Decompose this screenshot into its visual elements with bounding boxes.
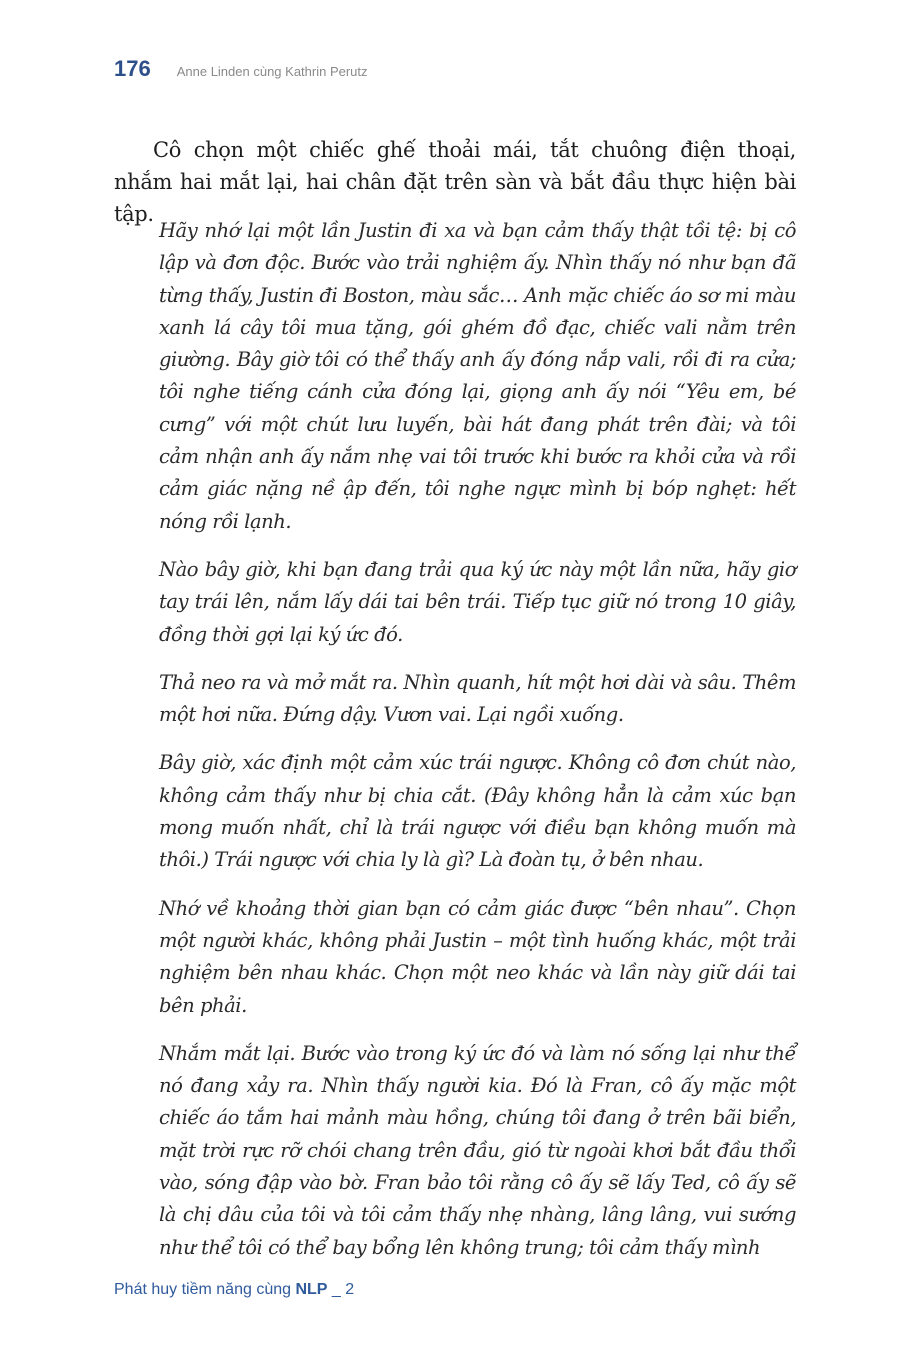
exercise-quote-block <box>159 215 796 1280</box>
quote-paragraph-2: Nào bây giờ, khi bạn đang trải qua ký ức này một lần nữa, hãy giơ tay trái lên, nắm lấy dái tai bên trái. Tiếp tục giữ nó trong 10 giây, đồng thời gợi lại ký ức đó. <box>159 557 796 646</box>
running-head: Anne Linden cùng Kathrin Perutz <box>176 64 368 79</box>
quote-paragraph-6: Nhắm mắt lại. Bước vào trong ký ức đó và làm nó sống lại như thể nó đang xảy ra. Nhìn thấy người kia. Đó là Fran, cô ấy mặc một chiếc áo tắm hai mảnh màu hồng, chúng tôi đang ở trên bãi biển, mặt trời rực rỡ chói chang trên đầu, gió từ ngoài khơi bắt đầu thổi vào, sóng đập vào bờ. Fran bảo tôi rằng cô ấy sẽ lấy Ted, cô ấy sẽ là chị dâu của tôi và tôi cảm thấy nhẹ nhàng, lâng lâng, vui sướng như thể tôi có thể bay bổng lên không trung; tôi cảm thấy mình <box>159 1041 796 1259</box>
page-header <box>114 56 368 86</box>
page-footer <box>114 1281 354 1299</box>
footer-volume: _ 2 <box>331 1281 355 1298</box>
intro-paragraph: Cô chọn một chiếc ghế thoải mái, tắt chuông điện thoại, nhắm hai mắt lại, hai chân đặt trên sàn và bắt đầu thực hiện bài tập. <box>114 138 796 226</box>
quote-paragraph-1: Hãy nhớ lại một lần Justin đi xa và bạn cảm thấy thật tồi tệ: bị cô lập và đơn độc. Bước vào trải nghiệm ấy. Nhìn thấy nó như bạn đã từng thấy, Justin đi Boston, màu sắc… Anh mặc chiếc áo sơ mi màu xanh lá cây tôi mua tặng, gói ghém đồ đạc, chiếc vali nằm trên giường. Bây giờ tôi có thể thấy anh ấy đóng nắp vali, rồi đi ra cửa; tôi nghe tiếng cánh cửa đóng lại, giọng anh ấy nói “Yêu em, bé cưng” với một chút lưu luyến, bài hát đang phát trên đài; và tôi cảm nhận anh ấy nắm nhẹ vai tôi trước khi bước ra khỏi cửa và rồi cảm giác nặng nề ập đến, tôi nghe ngực mình bị bóp nghẹt: hết nóng rồi lạnh. <box>159 219 796 533</box>
quote-paragraph-4: Bây giờ, xác định một cảm xúc trái ngược. Không cô đơn chút nào, không cảm thấy như bị chia cắt. (Đây không hẳn là cảm xúc bạn mong muốn nhất, chỉ là trái ngược với điều bạn không muốn mà thôi.) Trái ngược với chia ly là gì? Là đoàn tụ, ở bên nhau. <box>159 751 796 872</box>
footer-series: Phát huy tiềm năng cùng <box>114 1281 292 1298</box>
quote-paragraph-5: Nhớ về khoảng thời gian bạn có cảm giác được “bên nhau”. Chọn một người khác, không phải Justin – một tình huống khác, một trải nghiệm bên nhau khác. Chọn một neo khác và lần này giữ dái tai bên phải. <box>159 896 796 1017</box>
footer-brand: NLP <box>295 1281 328 1298</box>
page-number: 176 <box>114 56 151 81</box>
quote-paragraph-3: Thả neo ra và mở mắt ra. Nhìn quanh, hít một hơi dài và sâu. Thêm một hơi nữa. Đứng dậy. Vươn vai. Lại ngồi xuống. <box>159 670 796 727</box>
